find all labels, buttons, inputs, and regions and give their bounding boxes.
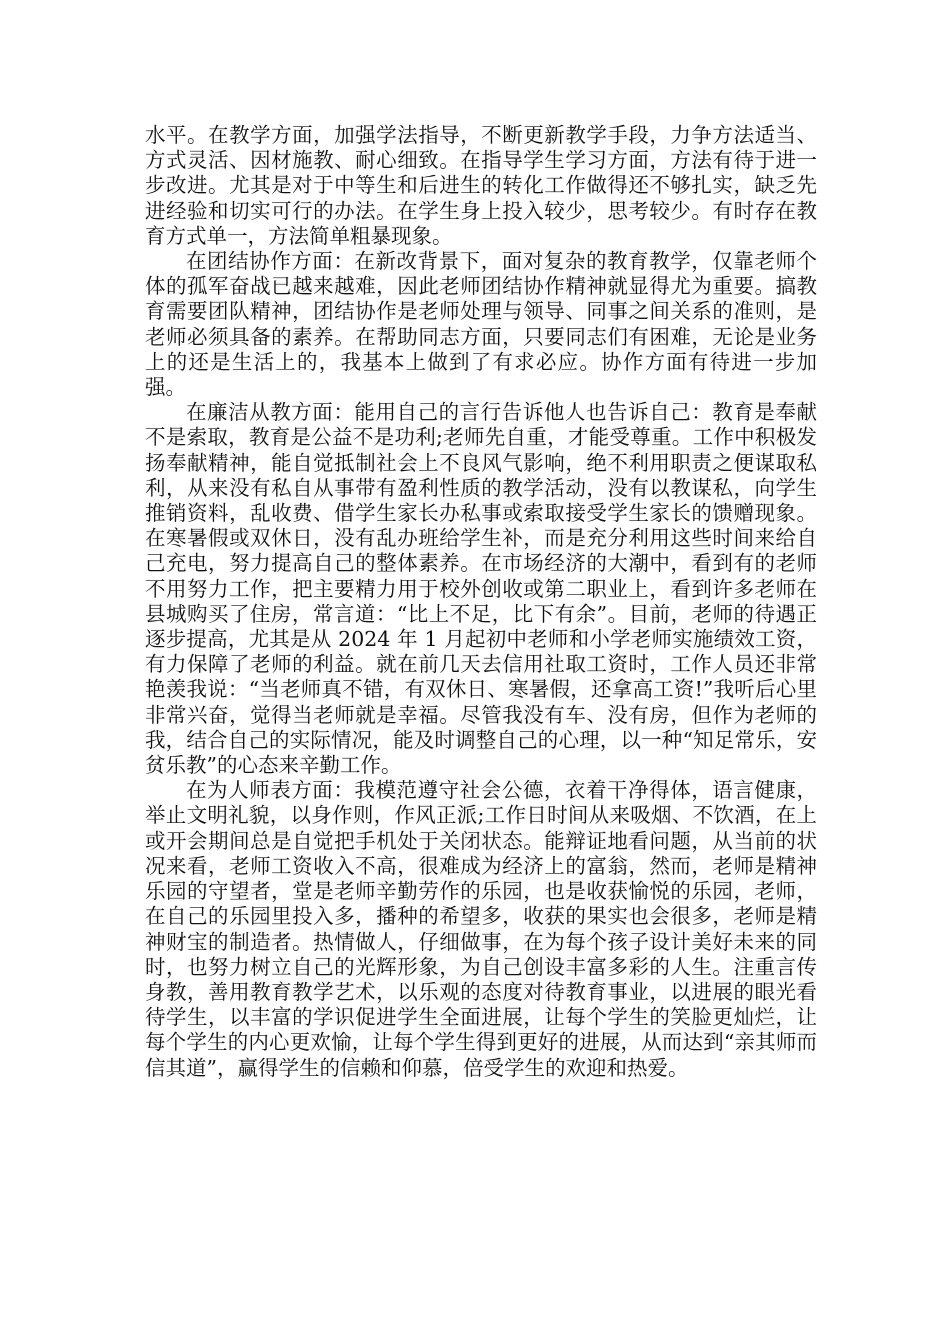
paragraph-role-model: 在为人师表方面：我模范遵守社会公德，衣着干净得体，语言健康，举止文明礼貌，以身作则，作风正派;工作日时间从来吸烟、不饮酒，在上或开会期间总是自觉把手机处于关闭状态。能辩证地看问题，从当前的状况来看，老师工资收入不高，很难成为经济上的富翁，然而，老师是精神乐园的守望者，堂是老师辛勤劳作的乐园，也是收获愉悦的乐园，老师，在自己的乐园里投入多，播种的希望多，收获的果实也会很多，老师是精神财宝的制造者。热情做人，仔细做事，在为每个孩子设计美好未来的同时，也努力树立自己的光辉形象，为自己创设丰富多彩的人生。注重言传身教，善用教育教学艺术，以乐观的态度对待教育事业，以进展的眼光看待学生，以丰富的学识促进学生全面进展，让每个学生的笑脸更灿烂，让每个学生的内心更欢愉，让每个学生得到更好的进展，从而达到“亲其师而信其道”，赢得学生的信赖和仰慕，倍受学生的欢迎和热爱。 [145,778,817,1080]
document-page [145,123,817,1081]
paragraph-teaching-methods: 水平。在教学方面，加强学法指导，不断更新教学手段，力争方法适当、方式灵活、因材施教、耐心细致。在指导学生学习方面，方法有待于进一步改进。尤其是对于中等生和后进生的转化工作做得还不够扎实，缺乏先进经验和切实可行的办法。在学生身上投入较少，思考较少。有时存在教育方式单一，方法简单粗暴现象。 [145,123,817,248]
paragraph-integrity: 在廉洁从教方面：能用自己的言行告诉他人也告诉自己：教育是奉献不是索取，教育是公益不是功利;老师先自重，才能受尊重。工作中积极发扬奉献精神，能自觉抵制社会上不良风气影响，绝不利用职责之便谋取私利，从来没有私自从事带有盈利性质的教学活动，没有以教谋私，向学生推销资料，乱收费、借学生家长办私事或索取接受学生家长的馈赠现象。在寒暑假或双休日，没有乱办班给学生补，而是充分利用这些时间来给自己充电，努力提高自己的整体素养。在市场经济的大潮中，看到有的老师不用努力工作，把主要精力用于校外创收或第二职业上，看到许多老师在县城购买了住房，常言道：“比上不足，比下有余”。目前，老师的待遇正逐步提高，尤其是从 2024 年 1 月起初中老师和小学老师实施绩效工资，有力保障了老师的利益。就在前几天去信用社取工资时，工作人员还非常艳羡我说：“当老师真不错，有双休日、寒暑假，还拿高工资!”我听后心里非常兴奋，觉得当老师就是幸福。尽管我没有车、没有房，但作为老师的我，结合自己的实际情况，能及时调整自己的心理，以一种“知足常乐，安贫乐教”的心态来辛勤工作。 [145,400,817,778]
paragraph-teamwork: 在团结协作方面：在新改背景下，面对复杂的教育教学，仅靠老师个体的孤军奋战已越来越难，因此老师团结协作精神就显得尤为重要。搞教育需要团队精神，团结协作是老师处理与领导、同事之间关系的准则，是老师必须具备的素养。在帮助同志方面，只要同志们有困难，无论是业务上的还是生活上的，我基本上做到了有求必应。协作方面有待进一步加强。 [145,249,817,400]
